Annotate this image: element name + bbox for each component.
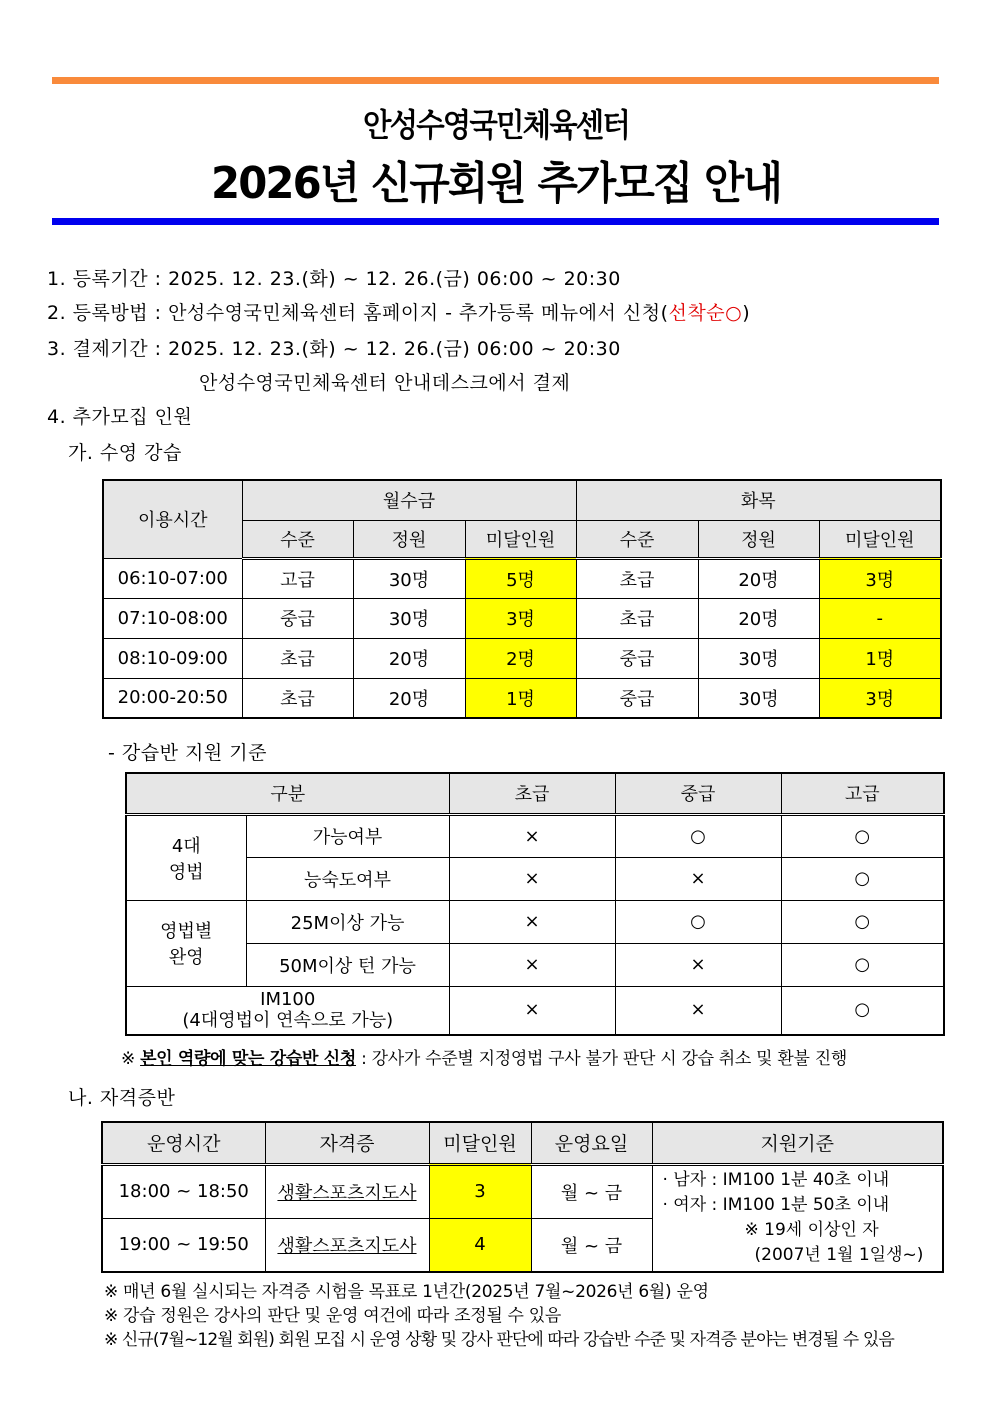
registration-method-text: 2. 등록방법 : 안성수영국민체육센터 홈페이지 - 추가등록 메뉴에서 신청( <box>47 302 669 324</box>
section-heading-certification: 나. 자격증반 <box>68 1087 176 1109</box>
header-eligibility: 지원기준 <box>652 1122 943 1164</box>
capacity-cell: 30명 <box>698 678 819 718</box>
table-row <box>126 857 944 900</box>
criterion-label-line: IM100 <box>260 988 316 1010</box>
header-tue-thu: 화목 <box>576 480 941 520</box>
shortfall-cell: 3명 <box>819 558 941 598</box>
registration-method-close: ) <box>742 302 751 324</box>
level-cell: 초급 <box>576 558 698 598</box>
level-cell: 중급 <box>576 678 698 718</box>
certification-table <box>101 1121 944 1273</box>
note-mark: ※ <box>121 1049 135 1069</box>
header-capacity: 정원 <box>698 520 819 558</box>
table-row <box>103 678 941 718</box>
swim-lesson-table <box>102 479 942 719</box>
footnote: ※ 신규(7월~12월 회원) 회원 모집 시 운영 상황 및 강사 판단에 따라 강습반 수준 및 자격증 분야는 변경될 수 있음 <box>104 1330 894 1350</box>
shortfall-cell: - <box>819 598 941 638</box>
table-row <box>126 814 944 857</box>
time-cell: 19:00 ~ 19:50 <box>102 1218 265 1272</box>
criterion-label-line: (4대영법이 연속으로 가능) <box>182 1010 394 1032</box>
level-cell: 고급 <box>242 558 353 598</box>
days-cell: 월 ~ 금 <box>531 1218 652 1272</box>
page-title: 2026년 신규회원 추가모집 안내 <box>211 158 781 209</box>
certificate-cell: 생활스포츠지도사 <box>265 1164 429 1218</box>
mark-cell: ○ <box>781 900 944 943</box>
capacity-cell: 30명 <box>353 558 465 598</box>
section-heading-recruitment: 4. 추가모집 인원 <box>47 406 193 428</box>
payment-location: 안성수영국민체육센터 안내데스크에서 결제 <box>199 372 571 394</box>
registration-method <box>47 298 750 325</box>
level-cell: 초급 <box>576 598 698 638</box>
bottom-accent-bar <box>52 218 939 225</box>
time-cell: 07:10-08:00 <box>103 598 242 638</box>
table-row <box>126 900 944 943</box>
section-heading-criteria: - 강습반 지원 기준 <box>108 742 267 764</box>
header-operating-days: 운영요일 <box>531 1122 652 1164</box>
mark-cell: ○ <box>781 986 944 1035</box>
time-cell: 18:00 ~ 18:50 <box>102 1164 265 1218</box>
certificate-cell: 생활스포츠지도사 <box>265 1218 429 1272</box>
header-time: 이용시간 <box>103 480 242 558</box>
table-row <box>103 598 941 638</box>
shortfall-cell: 4 <box>429 1218 531 1272</box>
header-category: 구분 <box>126 773 449 814</box>
mark-cell: ○ <box>781 814 944 857</box>
shortfall-cell: 1명 <box>465 678 576 718</box>
header-level: 수준 <box>576 520 698 558</box>
header-advanced: 고급 <box>781 773 944 814</box>
eligibility-female: · 여자 : IM100 1분 50초 이내 <box>662 1195 890 1216</box>
capacity-cell: 30명 <box>353 598 465 638</box>
group-label-line: 영법 <box>168 861 204 883</box>
table-row <box>102 1164 943 1218</box>
header-shortfall: 미달인원 <box>429 1122 531 1164</box>
criteria-note <box>121 1044 847 1069</box>
level-cell: 초급 <box>242 638 353 678</box>
mark-cell: ○ <box>781 943 944 986</box>
mark-cell: × <box>449 814 615 857</box>
criterion-label: 가능여부 <box>246 814 449 857</box>
center-name-title: 안성수영국민체육센터 <box>363 106 629 144</box>
mark-cell: × <box>615 857 781 900</box>
payment-period: 3. 결제기간 : 2025. 12. 23.(화) ~ 12. 26.(금) 06:00 ~ 20:30 <box>47 338 621 360</box>
table-row <box>126 943 944 986</box>
header-capacity: 정원 <box>353 520 465 558</box>
shortfall-cell: 5명 <box>465 558 576 598</box>
table-row <box>103 638 941 678</box>
capacity-cell: 20명 <box>698 598 819 638</box>
header-shortfall: 미달인원 <box>465 520 576 558</box>
header-level: 수준 <box>242 520 353 558</box>
criterion-label-im100 <box>126 986 449 1035</box>
time-cell: 08:10-09:00 <box>103 638 242 678</box>
mark-cell: ○ <box>615 900 781 943</box>
mark-cell: × <box>449 857 615 900</box>
lesson-criteria-table <box>125 772 945 1036</box>
section-heading-swim-lessons: 가. 수영 강습 <box>68 442 182 464</box>
time-cell: 06:10-07:00 <box>103 558 242 598</box>
capacity-cell: 20명 <box>353 678 465 718</box>
mark-cell: × <box>449 986 615 1035</box>
group-label-line: 영법별 <box>160 921 213 942</box>
criterion-label: 능숙도여부 <box>246 857 449 900</box>
group-four-strokes <box>126 814 246 900</box>
mark-cell: × <box>615 986 781 1035</box>
level-cell: 중급 <box>576 638 698 678</box>
eligibility-cell <box>652 1164 943 1272</box>
group-label-line: 4대 <box>171 835 201 857</box>
capacity-cell: 20명 <box>698 558 819 598</box>
header-certificate: 자격증 <box>265 1122 429 1164</box>
eligibility-birth: (2007년 1월 1일생~) <box>754 1245 924 1266</box>
mark-cell: × <box>615 943 781 986</box>
shortfall-cell: 3 <box>429 1164 531 1218</box>
eligibility-male: · 남자 : IM100 1분 40초 이내 <box>662 1170 890 1191</box>
level-cell: 초급 <box>242 678 353 718</box>
note-text: : 강사가 수준별 지정영법 구사 불가 판단 시 강습 취소 및 환불 진행 <box>356 1049 847 1069</box>
header-shortfall: 미달인원 <box>819 520 941 558</box>
days-cell: 월 ~ 금 <box>531 1164 652 1218</box>
footnote: ※ 강습 정원은 강사의 판단 및 운영 여건에 따라 조정될 수 있음 <box>104 1306 562 1326</box>
group-label-line: 완영 <box>168 947 204 968</box>
mark-cell: × <box>449 900 615 943</box>
table-row <box>126 986 944 1035</box>
table-row <box>103 558 941 598</box>
mark-cell: × <box>449 943 615 986</box>
capacity-cell: 30명 <box>698 638 819 678</box>
capacity-cell: 20명 <box>353 638 465 678</box>
shortfall-cell: 2명 <box>465 638 576 678</box>
header-intermediate: 중급 <box>615 773 781 814</box>
eligibility-age: ※ 19세 이상인 자 <box>744 1220 879 1241</box>
registration-period: 1. 등록기간 : 2025. 12. 23.(화) ~ 12. 26.(금) 06:00 ~ 20:30 <box>47 268 621 290</box>
first-come-badge: 선착순○ <box>668 302 743 324</box>
shortfall-cell: 3명 <box>819 678 941 718</box>
header-operating-time: 운영시간 <box>102 1122 265 1164</box>
top-accent-bar <box>52 77 939 84</box>
header-beginner: 초급 <box>449 773 615 814</box>
footnote: ※ 매년 6월 실시되는 자격증 시험을 목표로 1년간(2025년 7월~2026년 6월) 운영 <box>104 1282 709 1302</box>
time-cell: 20:00-20:50 <box>103 678 242 718</box>
criterion-label: 50M이상 턴 가능 <box>246 943 449 986</box>
shortfall-cell: 3명 <box>465 598 576 638</box>
mark-cell: ○ <box>615 814 781 857</box>
group-stroke-completion <box>126 900 246 986</box>
note-emphasis: 본인 역량에 맞는 강습반 신청 <box>140 1049 357 1069</box>
level-cell: 중급 <box>242 598 353 638</box>
shortfall-cell: 1명 <box>819 638 941 678</box>
mark-cell: ○ <box>781 857 944 900</box>
header-mon-wed-fri: 월수금 <box>242 480 576 520</box>
criterion-label: 25M이상 가능 <box>246 900 449 943</box>
